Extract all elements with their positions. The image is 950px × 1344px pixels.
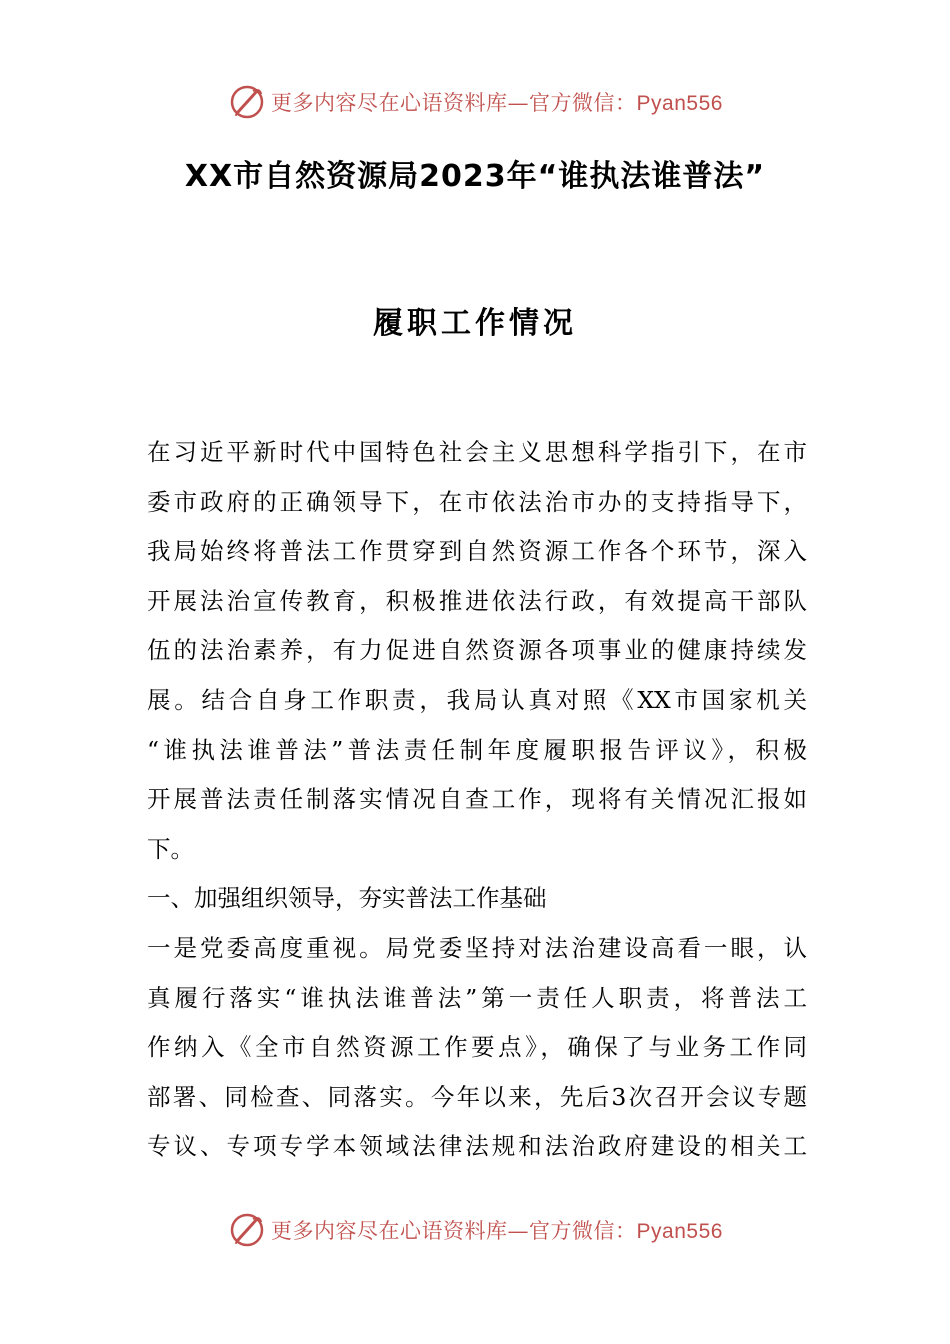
text-line: 专议、专项专学本领域法律法规和法治政府建设的相关工 (147, 1132, 807, 1161)
text-line: 我局始终将普法工作贯穿到自然资源工作各个环节，深入 (147, 537, 807, 566)
watermark-text: 更多内容尽在心语资料库—官方微信：Pyan556 (271, 1219, 723, 1243)
watermark-text: 更多内容尽在心语资料库—官方微信：Pyan556 (271, 91, 723, 115)
text-line: 委市政府的正确领导下，在市依法治市办的支持指导下， (147, 487, 807, 516)
watermark-wechat-id: Pyan556 (636, 92, 723, 115)
document-body (147, 428, 807, 1172)
watermark-header (0, 82, 950, 122)
text-line: 作纳入《全市自然资源工作要点》，确保了与业务工作同 (147, 1033, 807, 1062)
text-line: 真履行落实“谁执法谁普法”第一责任人职责，将普法工 (147, 983, 807, 1012)
watermark-wechat-id: Pyan556 (636, 1220, 723, 1243)
document-title-line-1: XX市自然资源局2023年“谁执法谁普法” (184, 159, 766, 194)
document-title-line-2: 履职工作情况 (373, 306, 577, 341)
pen-logo-icon (227, 1210, 267, 1250)
text-line: 开展法治宣传教育，积极推进依法行政，有效提高干部队 (147, 586, 807, 615)
text-line: “谁执法谁普法”普法责任制年度履职报告评议》，积极 (147, 735, 807, 764)
pen-logo-icon (227, 82, 267, 122)
text-line: 下。 (147, 834, 194, 863)
watermark-footer (0, 1210, 950, 1250)
text-line: 展。结合自身工作职责，我局认真对照《XX市国家机关 (147, 685, 807, 714)
text-line: 在习近平新时代中国特色社会主义思想科学指引下，在市 (147, 438, 807, 466)
section-heading: 一、加强组织领导，夯实普法工作基础 (147, 884, 547, 913)
text-line: 部署、同检查、同落实。今年以来，先后3次召开会议专题 (147, 1082, 807, 1111)
text-line: 开展普法责任制落实情况自查工作，现将有关情况汇报如 (147, 785, 807, 814)
text-line: 伍的法治素养，有力促进自然资源各项事业的健康持续发 (147, 636, 807, 665)
text-line: 一是党委高度重视。局党委坚持对法治建设高看一眼，认 (147, 933, 807, 962)
